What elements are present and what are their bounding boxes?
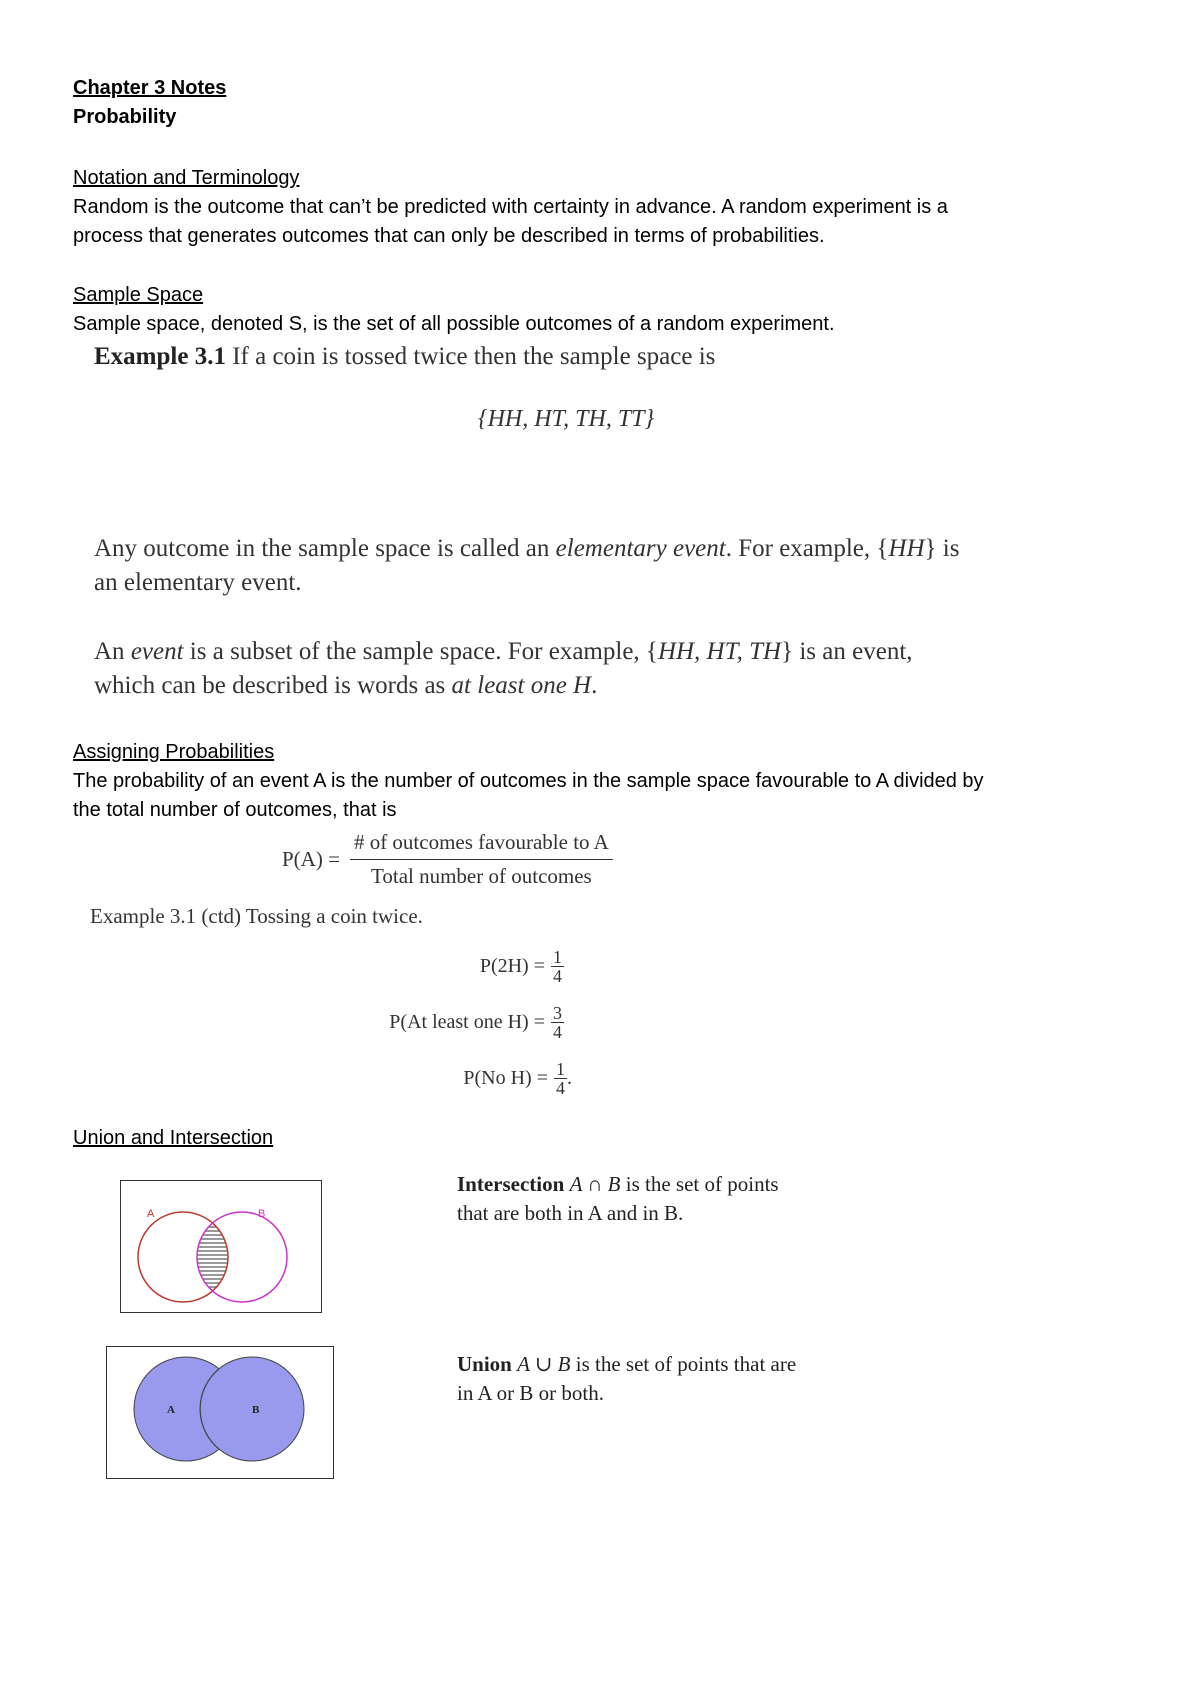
equation-no-h [463,1060,572,1097]
intersection-term: Intersection [457,1172,565,1196]
event-text-3: } is an event, [781,638,913,665]
equation-lhs: P(2H) = [479,955,545,977]
event-line2-text: which can be described is words as [94,672,446,699]
equation-2h [480,948,564,985]
equation-fraction [551,948,564,985]
elementary-text-1: Any outcome in the sample space is called an [94,535,550,562]
notation-line-2: process that generates outcomes that can only be described in terms of probabilities. [73,225,825,247]
equation-numerator: 1 [553,947,562,967]
probability-formula [282,830,613,889]
equation-denominator: 4 [556,1078,565,1098]
intersection-definition [457,1170,779,1228]
example-text: If a coin is tossed twice then the sample space is [232,343,716,370]
assigning-heading: Assigning Probabilities [73,741,275,763]
elementary-line-1 [94,535,959,563]
event-set: HH, HT, TH [657,638,782,665]
formula-lhs: P(A) = [282,847,340,871]
equation-lhs: P(At least one H) = [389,1011,545,1033]
equation-lhs: P(No H) = [463,1067,548,1089]
union-definition [457,1350,796,1408]
event-line-1 [94,638,913,666]
example-3-1 [94,343,715,371]
elementary-text-2: . For example, { [725,535,889,562]
notation-line-1: Random is the outcome that can’t be predicted with certainty in advance. A random experiment is a [73,196,948,218]
elementary-hh: HH [888,535,925,562]
equation-fraction [554,1060,567,1097]
intersection-text: is the set of points [625,1172,779,1196]
union-line-1 [457,1350,796,1379]
intersection-line-1 [457,1170,779,1199]
intersection-symbol: A ∩ B [569,1172,621,1196]
equation-fraction [551,1004,564,1041]
equation-tail: . [567,1067,572,1089]
union-venn-svg [107,1347,333,1478]
equation-at-least-one-h [389,1004,564,1041]
assigning-line-1: The probability of an event A is the number of outcomes in the sample space favourable to A divided by [73,770,984,792]
elementary-term: elementary event [555,535,726,562]
event-line2-period: . [591,672,598,699]
equation-denominator: 4 [553,1022,562,1042]
intersection-venn-diagram [120,1180,322,1313]
intersection-line-2: that are both in A and in B. [457,1201,684,1225]
union-intersection-heading: Union and Intersection [73,1127,274,1149]
intersection-venn-svg [121,1181,321,1312]
circle-b-label: B [252,1404,260,1416]
elementary-line-2: an elementary event. [94,569,302,596]
circle-a-label: A [167,1404,175,1416]
event-line-2 [94,672,597,700]
sample-space-definition: Sample space, denoted S, is the set of all possible outcomes of a random experiment. [73,313,835,335]
notation-heading: Notation and Terminology [73,167,300,189]
sample-space-heading: Sample Space [73,284,204,306]
event-text-2: is a subset of the sample space. For example, { [189,638,658,665]
example-ctd: Example 3.1 (ctd) Tossing a coin twice. [90,904,423,928]
circle-a-label: A [147,1208,155,1220]
chapter-title: Chapter 3 Notes [73,77,227,99]
event-text-1: An [94,638,125,665]
elementary-text-3: } is [924,535,960,562]
formula-fraction [350,830,613,889]
union-line-2: in A or B or both. [457,1381,605,1405]
union-symbol: A ∪ B [517,1352,571,1376]
equation-numerator: 3 [553,1003,562,1023]
event-term: event [130,638,184,665]
equation-numerator: 1 [556,1059,565,1079]
formula-denominator: Total number of outcomes [371,864,592,888]
assigning-line-2: the total number of outcomes, that is [73,799,397,821]
union-text: is the set of points that are [575,1352,797,1376]
example-label: Example 3.1 [94,343,226,370]
equation-denominator: 4 [553,966,562,986]
sample-set: {HH, HT, TH, TT} [478,406,655,432]
formula-numerator: # of outcomes favourable to A [350,830,613,860]
union-venn-diagram [106,1346,334,1479]
circle-b-label: B [258,1208,266,1220]
subject-title: Probability [73,106,177,128]
event-line2-term: at least one H [451,672,592,699]
union-term: Union [457,1352,512,1376]
